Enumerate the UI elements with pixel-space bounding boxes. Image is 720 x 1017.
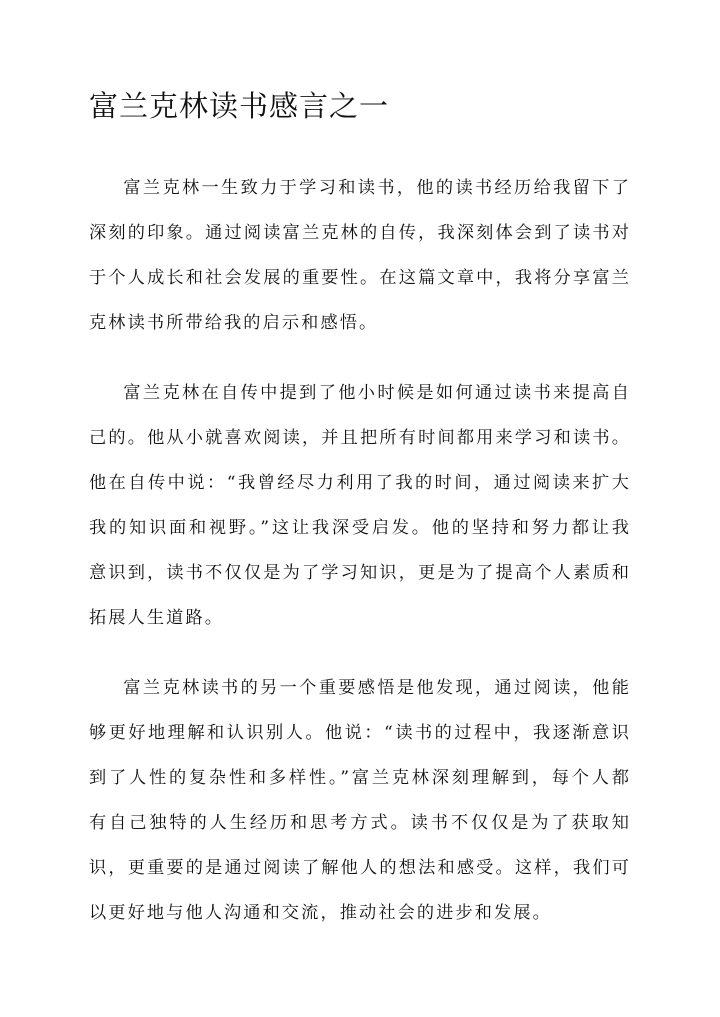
document-title: 富兰克林读书感言之一 — [89, 89, 390, 123]
paragraph-3: 富兰克林读书的另一个重要感悟是他发现，通过阅读，他能够更好地理解和认识别人。他说：“读书的过程中，我逐渐意识到了人性的复杂性和多样性。”富兰克林深刻理解到，每个人都有自己独特的人生经历和思考方式。读书不仅仅是为了获取知识，更重要的是通过阅读了解他人的想法和感受。这样，我们可以更好地与他人沟通和交流，推动社会的进步和发展。 — [89, 678, 631, 923]
paragraph-2: 富兰克林在自传中提到了他小时候是如何通过读书来提高自己的。他从小就喜欢阅读，并且把所有时间都用来学习和读书。他在自传中说：“我曾经尽力利用了我的时间，通过阅读来扩大我的知识面和视野。”这让我深受启发。他的坚持和努力都让我意识到，读书不仅仅是为了学习知识，更是为了提高个人素质和拓展人生道路。 — [89, 383, 631, 628]
document-body — [89, 166, 631, 961]
paragraph-1: 富兰克林一生致力于学习和读书，他的读书经历给我留下了深刻的印象。通过阅读富兰克林的自传，我深刻体会到了读书对于个人成长和社会发展的重要性。在这篇文章中，我将分享富兰克林读书所带给我的启示和感悟。 — [89, 178, 631, 333]
